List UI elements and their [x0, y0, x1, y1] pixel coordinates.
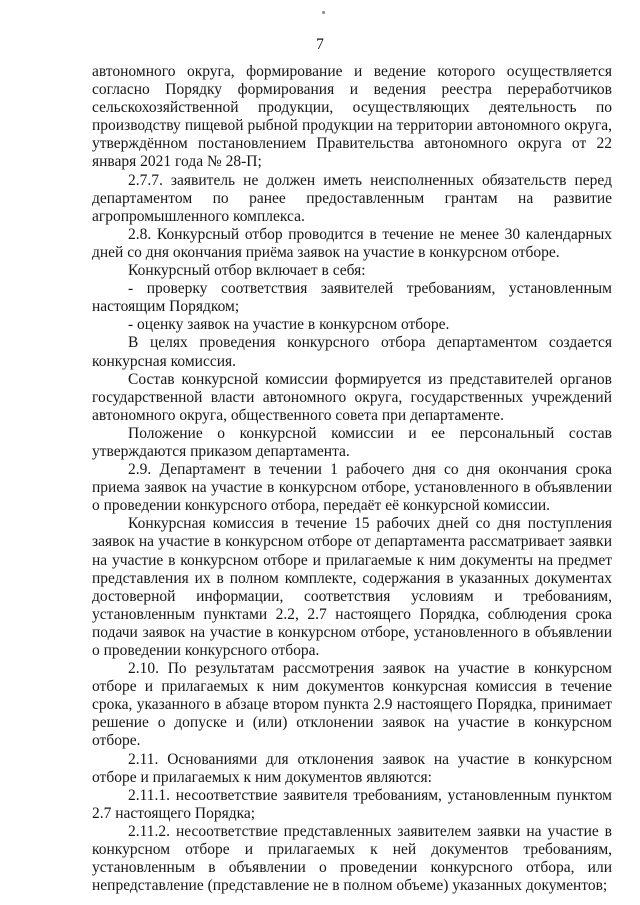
paragraph: 2.8. Конкурсный отбор проводится в течение не менее 30 календарных дней со дня окончания приёма заявок на участие в конкурсном отборе.	[92, 225, 612, 261]
paragraph: - оценку заявок на участие в конкурсном отборе.	[128, 316, 450, 334]
paragraph: 2.11.1. несоответствие заявителя требованиям, установленным пунктом 2.7 настоящего Порядка;	[92, 786, 612, 822]
paragraph: автономного округа, формирование и ведение которого осуществляется согласно Порядку формирования и ведения реестра переработчиков сельскохозяйственной продукции, осуществляющих деятельность по производству пищевой рыбной продукции на территории автономного округа, утверждённом постановлением Правительства автономного округа от 22 января 2021 года № 28-П;	[92, 63, 612, 171]
paragraph: Конкурсный отбор включает в себя:	[128, 262, 366, 280]
paragraph: В целях проведения конкурсного отбора департаментом создается конкурсная комиссия.	[92, 334, 612, 370]
paragraph: Состав конкурсной комиссии формируется из представителей органов государственной власти автономного округа, государственных учреждений автономного округа, общественного совета при департаменте.	[92, 370, 612, 424]
paragraph: Положение о конкурсной комиссии и ее персональный состав утверждаются приказом департамента.	[92, 424, 612, 460]
paragraph: 2.7.7. заявитель не должен иметь неисполненных обязательств перед департаментом по ранее предоставленным грантам на развитие агропромышленного комплекса.	[92, 171, 612, 225]
scan-speck	[322, 11, 325, 14]
paragraph: Конкурсная комиссия в течение 15 рабочих дней со дня поступления заявок на участие в конкурсном отборе от департамента рассматривает заявки на участие в конкурсном отборе и прилагаемые к ним документы на предмет представления их в полном комплекте, содержания в указанных документах достоверной информации, соответствия условиям и требованиям, установленным пунктами 2.2, 2.7 настоящего Порядка, соблюдения срока подачи заявок на участие в конкурсном отборе, установленного в объявлении о проведении конкурсного отбора.	[92, 515, 612, 659]
paragraph: - проверку соответствия заявителей требованиям, установленным настоящим Порядком;	[92, 280, 612, 316]
document-body	[92, 63, 612, 895]
page-number: 7	[316, 36, 324, 53]
paragraph: 2.11.2. несоответствие представленных заявителем заявки на участие в конкурсном отборе и прилагаемых к ней документов требованиям, установленным в объявлении о проведении конкурсного отбора, или непредставление (представление не в полном объеме) указанных документов;	[92, 822, 612, 895]
paragraph: 2.9. Департамент в течении 1 рабочего дня со дня окончания срока приема заявок на участие в конкурсном отборе, установленного в объявлении о проведении конкурсного отбора, передаёт её конкурсной комиссии.	[92, 461, 612, 515]
paragraph: 2.11. Основаниями для отклонения заявок на участие в конкурсном отборе и прилагаемых к ним документов являются:	[92, 750, 612, 786]
paragraph: 2.10. По результатам рассмотрения заявок на участие в конкурсном отборе и прилагаемых к ним документов конкурсная комиссия в течение срока, указанного в абзаце втором пункта 2.9 настоящего Порядка, принимает решение о допуске и (или) отклонении заявок на участие в конкурсном отборе.	[92, 660, 612, 750]
